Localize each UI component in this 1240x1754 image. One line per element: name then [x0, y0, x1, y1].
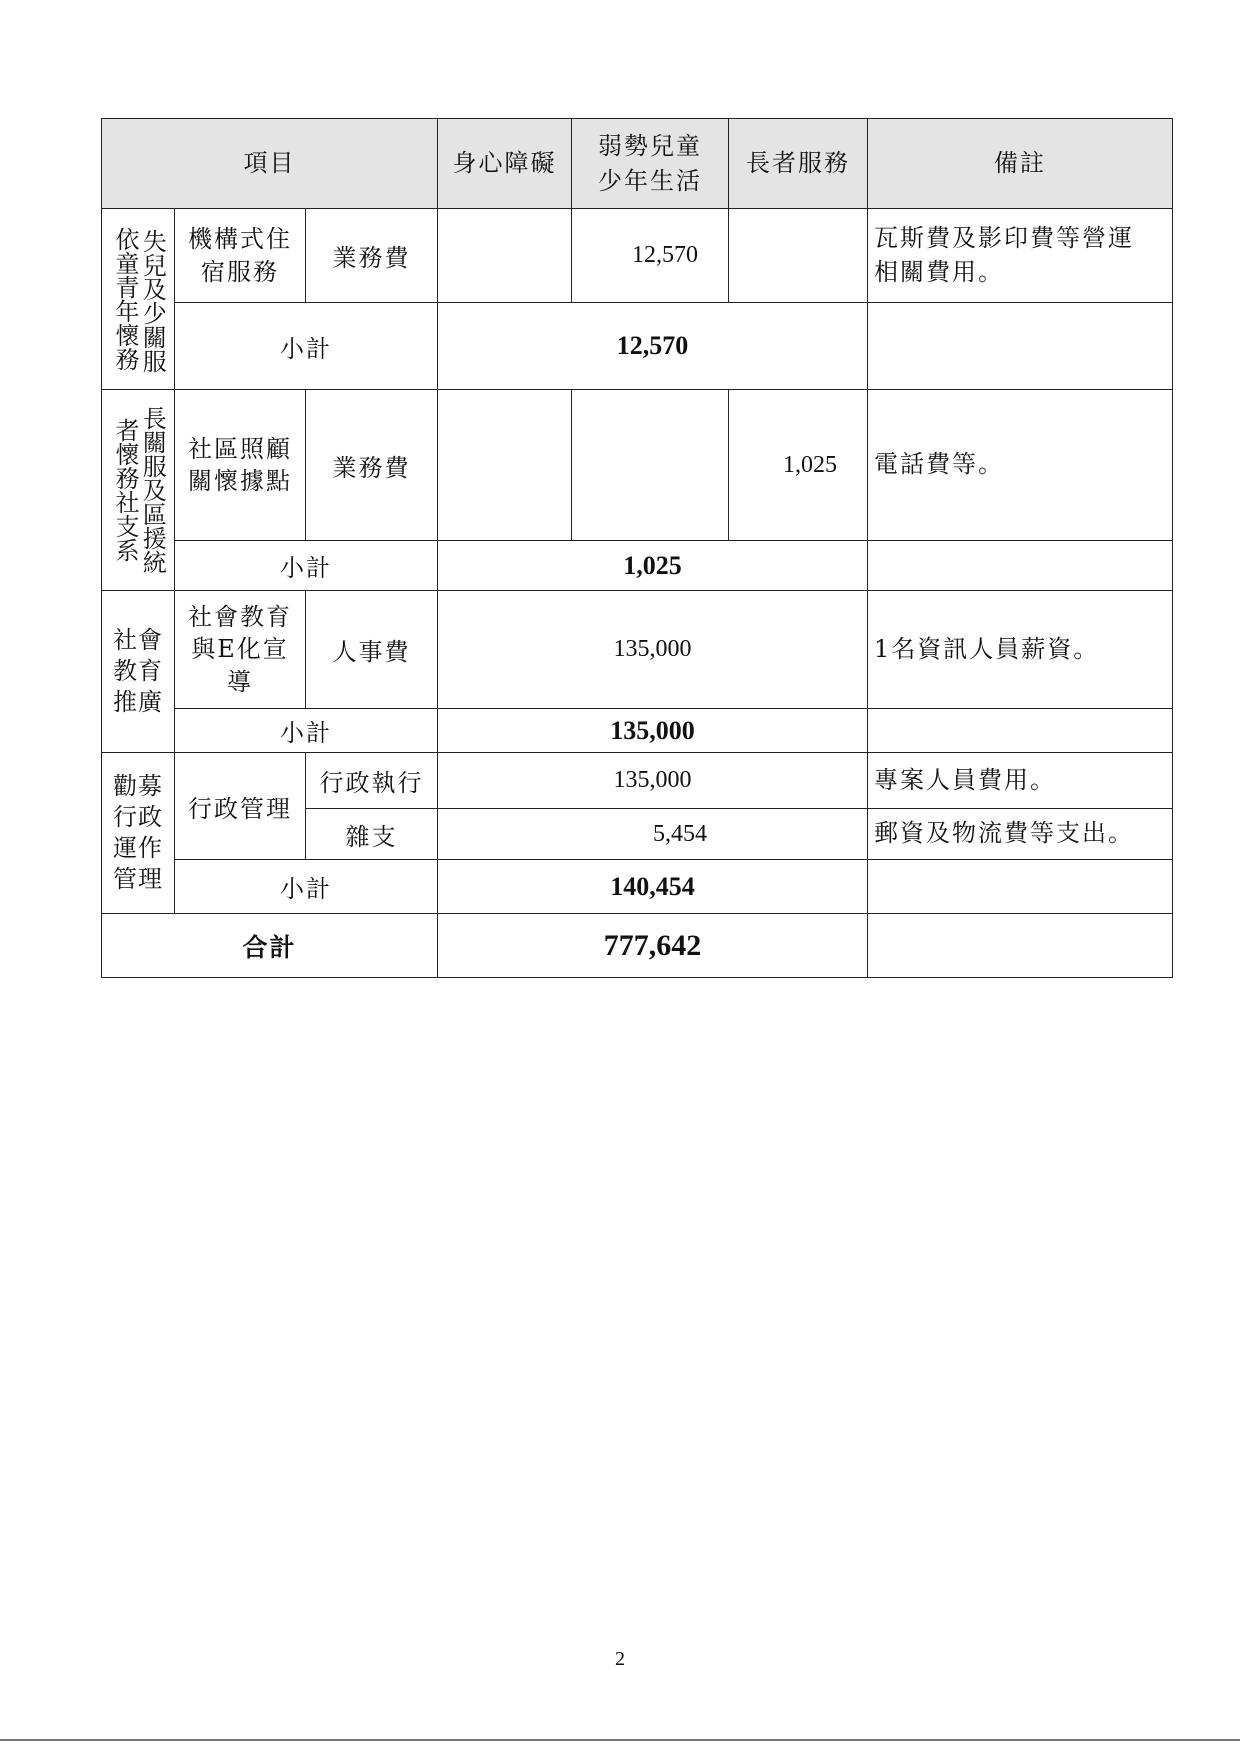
category-col-left: 長關服及區援統	[138, 406, 167, 574]
item-line: 機構式住	[188, 225, 292, 254]
header-youth-line1: 弱勢兒童	[598, 131, 703, 160]
value-youth	[572, 390, 729, 541]
amount: 135,000	[438, 591, 868, 709]
cost-type: 業務費	[306, 209, 438, 303]
note	[868, 303, 1173, 390]
budget-table-container	[101, 118, 1172, 978]
cost-type: 人事費	[306, 591, 438, 709]
category-col-left: 失兒及少關服	[138, 229, 167, 373]
category-social-education	[102, 591, 175, 753]
subtotal-row	[102, 303, 1173, 390]
item-line: 與E化宣	[191, 635, 289, 664]
bottom-rule	[0, 1739, 1240, 1741]
item-line: 關懷據點	[188, 467, 292, 495]
total-label: 合計	[102, 914, 438, 978]
cost-type: 行政執行	[306, 753, 438, 809]
item-community-care	[175, 390, 306, 541]
value-youth: 12,570	[572, 209, 729, 303]
subtotal-label: 小計	[175, 860, 438, 914]
table-row	[102, 390, 1173, 541]
page-number: 2	[615, 1648, 625, 1670]
header-remarks: 備註	[868, 119, 1173, 209]
item-institution	[175, 209, 306, 303]
header-youth-line2: 少年生活	[598, 166, 703, 195]
subtotal-value: 12,570	[438, 303, 868, 390]
category-line: 勸募	[113, 771, 163, 800]
category-line: 推廣	[113, 688, 163, 717]
subtotal-label: 小計	[175, 303, 438, 390]
category-col-right: 依童青年懷務	[111, 227, 139, 371]
header-disabled: 身心障礙	[438, 119, 572, 209]
note	[868, 914, 1173, 978]
note: 1名資訊人員薪資。	[868, 591, 1173, 709]
category-youth-care	[102, 209, 175, 390]
note	[868, 709, 1173, 753]
header-row	[102, 119, 1173, 209]
note: 郵資及物流費等支出。	[868, 809, 1173, 860]
item-admin: 行政管理	[175, 753, 306, 860]
item-line: 社區照顧	[188, 434, 292, 463]
note-line: 瓦斯費及影印費等營運	[874, 223, 1135, 252]
note	[868, 209, 1173, 303]
note-line: 相關費用。	[874, 257, 1005, 286]
budget-table	[101, 118, 1173, 978]
table-row	[102, 591, 1173, 709]
subtotal-row	[102, 709, 1173, 753]
note	[868, 541, 1173, 591]
category-line: 教育	[113, 656, 163, 685]
header-elderly: 長者服務	[729, 119, 868, 209]
value-disabled	[438, 209, 572, 303]
category-col-right: 者懷務社支系	[111, 418, 139, 562]
amount: 135,000	[438, 753, 868, 809]
subtotal-value: 1,025	[438, 541, 868, 591]
category-line: 社會	[113, 625, 163, 654]
header-item: 項目	[102, 119, 438, 209]
category-line: 運作	[113, 834, 163, 862]
category-fundraising-admin	[102, 753, 175, 914]
total-row	[102, 914, 1173, 978]
note: 專案人員費用。	[868, 753, 1173, 809]
subtotal-label: 小計	[175, 541, 438, 591]
category-line: 管理	[113, 865, 163, 894]
note	[868, 860, 1173, 914]
table-row	[102, 753, 1173, 809]
subtotal-value: 140,454	[438, 860, 868, 914]
amount: 5,454	[438, 809, 868, 860]
item-line: 社會教育	[188, 602, 292, 631]
item-social-education	[175, 591, 306, 709]
cost-type: 雜支	[306, 809, 438, 860]
category-line: 行政	[113, 802, 163, 831]
value-elderly	[729, 209, 868, 303]
total-value: 777,642	[438, 914, 868, 978]
header-youth	[572, 119, 729, 209]
subtotal-label: 小計	[175, 709, 438, 753]
category-elderly-care	[102, 390, 175, 591]
item-line: 導	[227, 667, 253, 696]
cost-type: 業務費	[306, 390, 438, 541]
value-elderly: 1,025	[729, 390, 868, 541]
subtotal-value: 135,000	[438, 709, 868, 753]
value-disabled	[438, 390, 572, 541]
table-row	[102, 209, 1173, 303]
subtotal-row	[102, 541, 1173, 591]
item-line: 宿服務	[201, 257, 279, 286]
note: 電話費等。	[868, 390, 1173, 541]
subtotal-row	[102, 860, 1173, 914]
